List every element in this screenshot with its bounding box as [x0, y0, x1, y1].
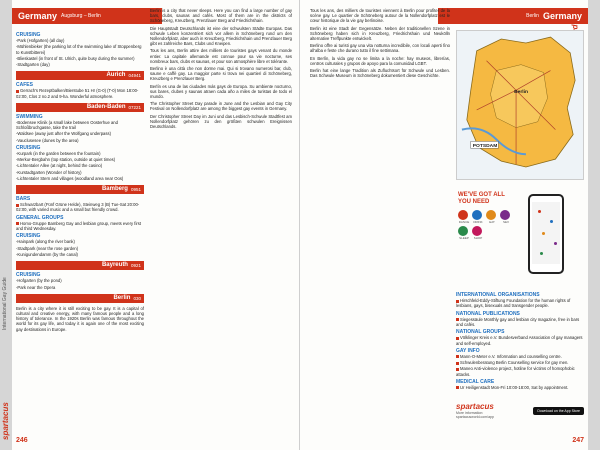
phone-mockup	[528, 194, 564, 274]
map-label-potsdam: POTSDAM	[472, 143, 498, 149]
list-item: -Lichtentaler Stern and villages (woodland area near Oos)	[16, 175, 124, 181]
section-heading: CRUISING	[16, 272, 41, 279]
app-advert	[456, 190, 584, 285]
phone-screen	[532, 202, 560, 264]
category-label: SEX	[502, 220, 509, 224]
listing-entry	[456, 317, 584, 327]
section-heading: CRUISING	[16, 233, 41, 240]
map-pin-icon	[550, 220, 553, 223]
bullet-icon	[456, 362, 459, 365]
right-header-cities: Berlin	[526, 13, 539, 19]
ad-category-sex-icon	[500, 210, 512, 224]
ad-category-dance-icon	[458, 210, 470, 224]
body-paragraph: Berlin hat eine lange Tradition als Zufluchtsort für Schwule und Lesben. Das Schwule Museum in Schöneberg dokumentiert diese Geschichte.	[310, 68, 450, 79]
category-circle-icon	[472, 226, 482, 236]
listing-entry	[16, 221, 144, 231]
left-column-2	[150, 8, 292, 428]
page-number: 247	[572, 437, 584, 444]
listing-text: Homo-Gruppe Bamberg Gay and lesbian group, meets every first and third Wednesday.	[16, 220, 142, 232]
section-heading: GAY INFO	[456, 347, 480, 354]
body-paragraph: Tous les ans, Berlin attire des milliers de touristes gays venant du monde entier. La capitale allemande est connue pour sa vie nocturne, ses nombreux bars, clubs et saunas, et pour son atmosphère libre et tolérante.	[150, 48, 292, 64]
body-paragraph: Berlin is a city that never sleeps. Here you can find a large number of gay bars, clubs, saunas and cafés. Most of them are in the districts of Schöneberg, Kreuzberg, Prenzlauer Berg and Friedrichshain.	[150, 8, 292, 24]
left-strip-text: International Gay Guide	[2, 277, 8, 330]
map-pin-icon	[554, 242, 557, 245]
body-paragraph: Tous les ans, des milliers de touristes viennent à Berlin pour profiter de la scène gay. Le quartier de Schöneberg autour de la Nollendorfplatz est le cœur historique de la vie gay berlinoise.	[310, 8, 450, 24]
right-header-country: Germany	[542, 11, 582, 21]
berlin-map	[456, 30, 584, 180]
city-bar-aurich	[16, 71, 144, 80]
body-paragraph: Berlino è una città che non dorme mai. Qui si trovano numerosi bar, club, saune e caffè gay. La maggior parte si trova nei quartieri di Schöneberg, Kreuzberg e Prenzlauer Berg.	[150, 66, 292, 82]
ad-title: WE'VE GOT ALL YOU NEED	[458, 192, 505, 205]
listing-text: Maneo Anti-violence project, hotline for victims of homophobic attacks.	[456, 366, 575, 377]
listing-text: Ur Heiligenstadt Mon-Fri 10:00-18:00, Sat by appointment.	[460, 385, 569, 391]
city-bar-bayreuth	[16, 261, 144, 270]
ad-subtext: More information:	[456, 411, 484, 415]
listing-text: Gerrach's Rezeptbalken/Bierstube 51 Hr (G-0) (T-0) Mon 18:00-02:00, Clos 2 no.2 and 9-ha. Wonderful atmosphere.	[16, 88, 139, 99]
section-heading: INTERNATIONAL ORGANISATIONS	[456, 292, 540, 298]
category-circle-icon	[458, 226, 468, 236]
left-header-cities: Augsburg – Berlin	[61, 13, 101, 19]
right-page	[300, 0, 600, 450]
section-heading: NATIONAL GROUPS	[456, 329, 505, 336]
listing-entry	[456, 385, 584, 390]
map-inner-district	[490, 65, 547, 128]
right-header-bar	[438, 8, 588, 24]
list-item: -Blieskastel (in front of St. Ulrich, quite busy during the summer)	[16, 55, 135, 61]
listing-text: Hirschfeld-Eddy-Stiftung Foundation for the human rights of lesbians, gays, bisexuals and transgender people.	[456, 298, 571, 309]
list-item: -Kurpark (in the garden between the fountain)	[16, 151, 101, 157]
category-label: SLEEP	[459, 236, 469, 240]
body-paragraph: Berlino offre ai turisti gay una vita notturna incredibile, con locali aperti fino all'alba e feste che durano tutto il fine settimana.	[310, 43, 450, 54]
section-heading: BARS	[16, 196, 31, 203]
category-label: DANCE	[458, 220, 470, 224]
map-pin-icon	[540, 252, 543, 255]
right-column-1	[310, 8, 450, 428]
list-item: -Hainpark (along the river bank)	[16, 239, 75, 245]
list-item: -Waldsee (away just after the Wolfgang underpass)	[16, 131, 111, 137]
bullet-icon	[16, 90, 19, 93]
right-side-strip	[588, 0, 600, 450]
listing-text: Schwulenberatung Berlin Counselling service for gay men.	[460, 360, 569, 366]
bullet-icon	[456, 386, 459, 389]
city-phone-code: 04941	[128, 73, 141, 79]
bullet-icon	[456, 337, 459, 340]
listing-text: Siegessäule Monthly gay and lesbian city magazine, free in bars and cafés.	[456, 316, 580, 328]
city-name: Berlin	[113, 294, 131, 301]
left-side-strip	[0, 0, 12, 450]
map-title: Berlin	[514, 90, 528, 96]
list-item: -Vauclusesee (dunes by the area)	[16, 137, 79, 143]
ad-text-block	[456, 190, 520, 285]
bullet-icon	[16, 204, 19, 207]
list-item: -Hofgarten (by the pond)	[16, 278, 62, 284]
category-label: EAT	[489, 220, 495, 224]
app-store-badge[interactable]: Download on the App Store	[533, 407, 584, 415]
list-item: -Park near the Opera	[16, 284, 56, 290]
ad-url: spartacusworld.com/app	[456, 415, 494, 419]
body-paragraph: Berlin ist eine Stadt der Gegensätze. Neben der traditionellen Szene in Schöneberg haben sich in Kreuzberg, Friedrichshain und Neukölln alternative Treffpunkte entwickelt.	[310, 25, 450, 42]
section-heading: CRUISING	[16, 32, 41, 38]
section-heading: SWIMMING	[16, 113, 43, 120]
list-item: -Stadtgarten (day)	[16, 62, 50, 68]
left-column-1	[16, 30, 144, 428]
ad-footer	[456, 402, 584, 419]
section-heading: CRUISING	[16, 144, 41, 151]
bullet-icon	[16, 222, 19, 225]
city-bar-baden-baden	[16, 103, 144, 112]
body-paragraph: Berlín es una de las ciudades más gays de Europa. Su ambiente nocturno, sus bares, clubes y saunas atraen cada año a miles de turistas de todo el mundo.	[150, 83, 292, 100]
ad-category-sleep-icon	[458, 226, 470, 240]
ad-brand-logo: spartacus	[456, 402, 494, 411]
body-paragraph: Die Hauptstadt Deutschlands ist eine der schwulsten Städte Europas. Das schwule Leben konzentriert sich vor allem in Schöneberg rund um den Nollendorfplatz, aber auch in Kreuzberg, Friedrichshain und Prenzlauer Berg gibt es zahlreiche Bars, Clubs und Kneipen.	[150, 25, 292, 47]
map-graphic	[457, 31, 583, 179]
section-heading: MEDICAL CARE	[456, 378, 495, 385]
list-item: -Stadtpark (near the rose garden)	[16, 245, 79, 251]
left-header-country: Germany	[18, 11, 58, 21]
listing-entry	[456, 335, 584, 345]
left-header-bar	[12, 8, 162, 24]
list-item: -Park (Hofgarten) (all day)	[16, 38, 65, 44]
listing-entry	[456, 354, 584, 359]
city-phone-code: 0951	[130, 186, 141, 192]
list-item: -Merkur-Bergbahn (top station, outside at quiet times)	[16, 157, 116, 163]
listing-text: Mann-O-Meter e.V. Information and counselling centre.	[460, 354, 562, 360]
body-paragraph: The Christopher Street Day parade in June and the Lesbian and Gay City Festival on Nollendorfplatz are among the biggest gay events in Germany.	[150, 101, 292, 112]
list-item: -Kurstadtgarten (Wonder of history)	[16, 169, 82, 175]
list-item: -Kunigundendamm (by the canal)	[16, 251, 78, 257]
city-intro-paragraph: Berlin is a city where it is still exciting to be gay. It is a capital of cultural and creative energy, with many famous people and a long history of tolerance. In the 1920s Berlin was famous throughout the world for its gay life, and today it is again one of the most exciting gay destinations in Europe.	[16, 305, 144, 332]
category-circle-icon	[472, 210, 482, 220]
city-bar-bamberg	[16, 185, 144, 194]
bullet-icon	[456, 318, 459, 321]
list-item: -Mühlenbieker (the parking lot of the swimming lake of Stoppenberg to Kunstbitterei)	[16, 44, 142, 55]
city-phone-code: 0921	[130, 262, 141, 268]
section-heading: GENERAL GROUPS	[16, 214, 64, 221]
body-paragraph: En Berlín, la vida gay no se limita a la noche: hay museos, librerías, centros culturales y grupos de apoyo para la comunidad LGBT.	[310, 55, 450, 66]
map-pin-icon	[538, 210, 541, 213]
category-circle-icon	[458, 210, 468, 220]
listing-entry	[16, 88, 144, 98]
category-label: SHOP	[473, 236, 483, 240]
listing-entry	[456, 366, 584, 376]
city-name: Bayreuth	[101, 261, 128, 268]
list-item: -Bodensee Klinik (a small lake between Oosterhue and Schloßbruchgasse, take the trail	[16, 120, 118, 131]
bullet-icon	[456, 368, 459, 371]
category-label: DRINK	[473, 220, 483, 224]
listing-text: Schwarzbart (Fünf Grüne Helde), Steinweg 3 (B) Tue-Sat 20:00-02:00, with varied music and a small but friendly crowd.	[16, 202, 140, 213]
ad-brand-block	[456, 402, 494, 419]
city-bar-berlin	[16, 294, 144, 303]
listing-entry	[456, 360, 584, 365]
city-name: Bamberg	[101, 185, 128, 192]
list-item: -Lichtentaler Allee (at night, behind the casino)	[16, 163, 103, 169]
page-number: 246	[16, 437, 28, 444]
ad-category-shop-icon	[472, 226, 484, 240]
listing-text: Völklinger Kreis e.V. Bundesverband Association of gay managers and self-employed.	[456, 335, 583, 346]
ad-category-drink-icon	[472, 210, 484, 224]
city-name: Baden-Baden	[86, 103, 126, 110]
map-pin-icon	[542, 232, 545, 235]
section-heading: NATIONAL PUBLICATIONS	[456, 310, 520, 317]
city-phone-code: 07221	[128, 104, 141, 110]
ad-category-eat-icon	[486, 210, 498, 224]
bullet-icon	[456, 355, 459, 358]
city-name: Aurich	[106, 72, 126, 79]
bullet-icon	[456, 300, 459, 303]
category-circle-icon	[500, 210, 510, 220]
left-brand-logo: spartacus	[1, 402, 10, 440]
city-phone-code: 030	[133, 295, 141, 301]
ad-category-icons	[458, 210, 518, 240]
section-heading: CAFES	[16, 82, 33, 89]
listing-entry	[456, 298, 584, 308]
body-paragraph: Der Christopher Street Day im Juni und das Lesbisch-Schwule Stadtfest am Nollendorfplatz gehören zu den größten schwulen Ereignissen Deutschlands.	[150, 113, 292, 130]
listing-entry	[16, 202, 144, 212]
category-circle-icon	[486, 210, 496, 220]
